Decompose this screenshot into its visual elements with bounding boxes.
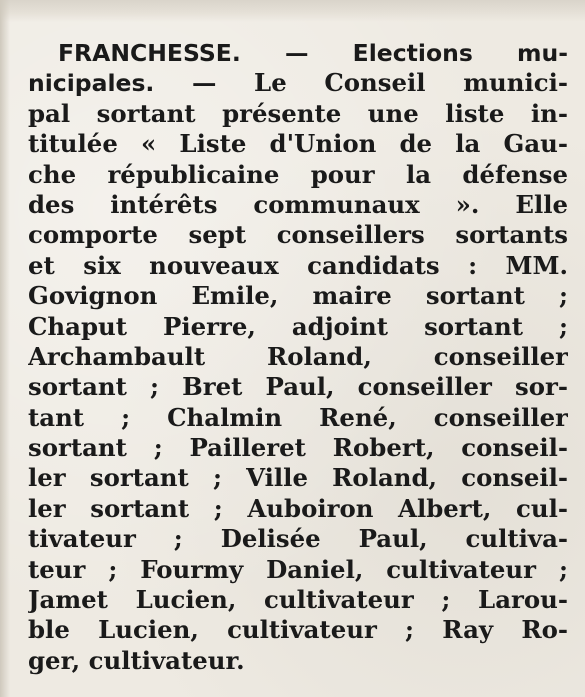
article-line: des intérêts communaux ». Elle bbox=[28, 189, 568, 219]
article-text bbox=[28, 38, 568, 676]
article-line: pal sortant présente une liste in- bbox=[28, 98, 568, 128]
article-line: che républicaine pour la défense bbox=[28, 159, 568, 189]
article-line: ler sortant ; Auboiron Albert, cul- bbox=[28, 493, 568, 523]
article-line: Govignon Emile, maire sortant ; bbox=[28, 281, 568, 311]
article-line: Chaput Pierre, adjoint sortant ; bbox=[28, 311, 568, 341]
paper-top-edge bbox=[0, 0, 585, 22]
article-line: teur ; Fourmy Daniel, cultivateur ; bbox=[28, 554, 568, 584]
article-line: tant ; Chalmin René, conseiller bbox=[28, 402, 568, 432]
article-line: ble Lucien, cultivateur ; Ray Ro- bbox=[28, 615, 568, 645]
article-line: tivateur ; Delisée Paul, cultiva- bbox=[28, 524, 568, 554]
article-line: sortant ; Bret Paul, conseiller sor- bbox=[28, 372, 568, 402]
article-line: titulée « Liste d'Union de la Gau- bbox=[28, 129, 568, 159]
paper-left-edge bbox=[0, 0, 10, 697]
article-headline: FRANCHESSE. — Elections mu- bbox=[58, 39, 568, 67]
article-line: sortant ; Pailleret Robert, conseil- bbox=[28, 433, 568, 463]
article-line: et six nouveaux candidats : MM. bbox=[28, 250, 568, 280]
article-line: Jamet Lucien, cultivateur ; Larou- bbox=[28, 585, 568, 615]
article-line: comporte sept conseillers sortants bbox=[28, 220, 568, 250]
article-line: nicipales. — Le Conseil munici- bbox=[28, 68, 568, 98]
headline-continuation: nicipales. bbox=[28, 69, 155, 98]
article-line-last: ger, cultivateur. bbox=[28, 645, 245, 675]
article-line: ler sortant ; Ville Roland, conseil- bbox=[28, 463, 568, 493]
article-line: Archambault Roland, conseiller bbox=[28, 341, 568, 371]
